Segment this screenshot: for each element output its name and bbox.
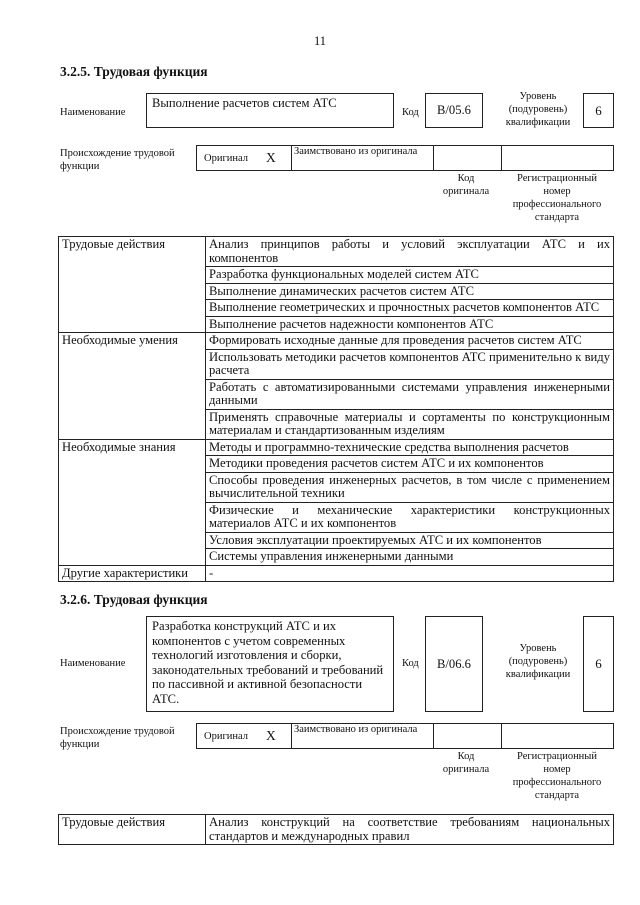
reg-number-label: Регистрационный номер профессионального стандарта xyxy=(512,173,602,223)
table-cell: - xyxy=(206,565,614,582)
code-value: B/05.6 xyxy=(437,103,471,117)
original-mark: X xyxy=(266,150,276,165)
code-label: Код xyxy=(402,658,419,669)
function-table xyxy=(58,236,614,582)
group-header: Другие характеристики xyxy=(59,565,206,582)
origin-label: Происхождение трудовой функции xyxy=(60,726,175,750)
original-label: Оригинал xyxy=(204,731,248,742)
table-cell: Применять справочные материалы и сортаменты по конструкционным материалам и стандартизованным изделиям xyxy=(206,409,614,439)
page-number: 11 xyxy=(313,34,327,48)
function-table xyxy=(58,814,614,845)
origin-divider-2 xyxy=(433,724,434,748)
origin-label: Происхождение трудовой функции xyxy=(60,148,175,172)
level-value: 6 xyxy=(595,102,602,118)
table-cell: Системы управления инженерными данными xyxy=(206,549,614,566)
table-cell: Условия эксплуатации проектируемых АТС и их компонентов xyxy=(206,532,614,549)
code-value: B/06.6 xyxy=(437,656,471,671)
table-cell: Выполнение расчетов надежности компонентов АТС xyxy=(206,316,614,333)
level-label: Уровень (подуровень) квалификации xyxy=(505,643,571,680)
table-row xyxy=(59,815,614,845)
origin-divider-2 xyxy=(433,146,434,170)
original-label: Оригинал xyxy=(204,153,248,164)
section-title: 3.2.5. Трудовая функция xyxy=(60,64,208,79)
origin-divider-1 xyxy=(291,724,292,748)
borrowed-label: Заимствовано из оригинала xyxy=(294,724,418,735)
borrowed-label: Заимствовано из оригинала xyxy=(294,146,418,157)
table-cell: Выполнение динамических расчетов систем АТС xyxy=(206,283,614,300)
group-header: Необходимые умения xyxy=(59,333,206,440)
level-value: 6 xyxy=(595,656,602,671)
code-original-label: Код оригинала xyxy=(442,751,490,775)
function-name-field xyxy=(146,93,394,128)
function-name-field xyxy=(146,616,394,712)
origin-divider-1 xyxy=(291,146,292,170)
code-field xyxy=(425,93,483,128)
level-field xyxy=(583,93,614,128)
table-cell: Методики проведения расчетов систем АТС и их компонентов xyxy=(206,456,614,473)
code-original-label: Код оригинала xyxy=(442,173,490,197)
origin-divider-3 xyxy=(501,146,502,170)
table-cell: Работать с автоматизированными системами управления инженерными данными xyxy=(206,379,614,409)
table-row xyxy=(59,439,614,456)
function-name-text: Разработка конструкций АТС и их компонентов с учетом современных технологий изготовления и сборки, законодательных требований и требований по пассивной и активной безопасности АТС. xyxy=(152,619,384,706)
original-mark: X xyxy=(266,728,276,743)
function-name-text: Выполнение расчетов систем АТС xyxy=(152,96,337,110)
section-title: 3.2.6. Трудовая функция xyxy=(60,592,208,607)
group-header: Трудовые действия xyxy=(59,815,206,845)
name-label: Наименование xyxy=(60,107,126,118)
reg-number-label: Регистрационный номер профессионального стандарта xyxy=(512,751,602,801)
table-cell: Физические и механические характеристики конструкционных материалов АТС и их компонентов xyxy=(206,502,614,532)
table-cell: Выполнение геометрических и прочностных расчетов компонентов АТС xyxy=(206,300,614,317)
table-cell: Методы и программно-технические средства выполнения расчетов xyxy=(206,439,614,456)
table-row xyxy=(59,565,614,582)
table-row xyxy=(59,237,614,267)
level-field xyxy=(583,616,614,712)
table-cell: Разработка функциональных моделей систем АТС xyxy=(206,267,614,284)
group-header: Необходимые знания xyxy=(59,439,206,565)
table-cell: Анализ принципов работы и условий эксплуатации АТС и их компонентов xyxy=(206,237,614,267)
table-cell: Использовать методики расчетов компонентов АТС применительно к виду расчета xyxy=(206,349,614,379)
level-label: Уровень (подуровень) квалификации xyxy=(505,91,571,128)
table-cell: Формировать исходные данные для проведения расчетов систем АТС xyxy=(206,333,614,350)
name-label: Наименование xyxy=(60,658,126,669)
table-row xyxy=(59,333,614,350)
table-cell: Анализ конструкций на соответствие требованиям национальных стандартов и международных правил xyxy=(206,815,614,845)
code-field xyxy=(425,616,483,712)
table-cell: Способы проведения инженерных расчетов, в том числе с применением вычислительной техники xyxy=(206,472,614,502)
group-header: Трудовые действия xyxy=(59,237,206,333)
code-label: Код xyxy=(402,107,419,118)
origin-divider-3 xyxy=(501,724,502,748)
